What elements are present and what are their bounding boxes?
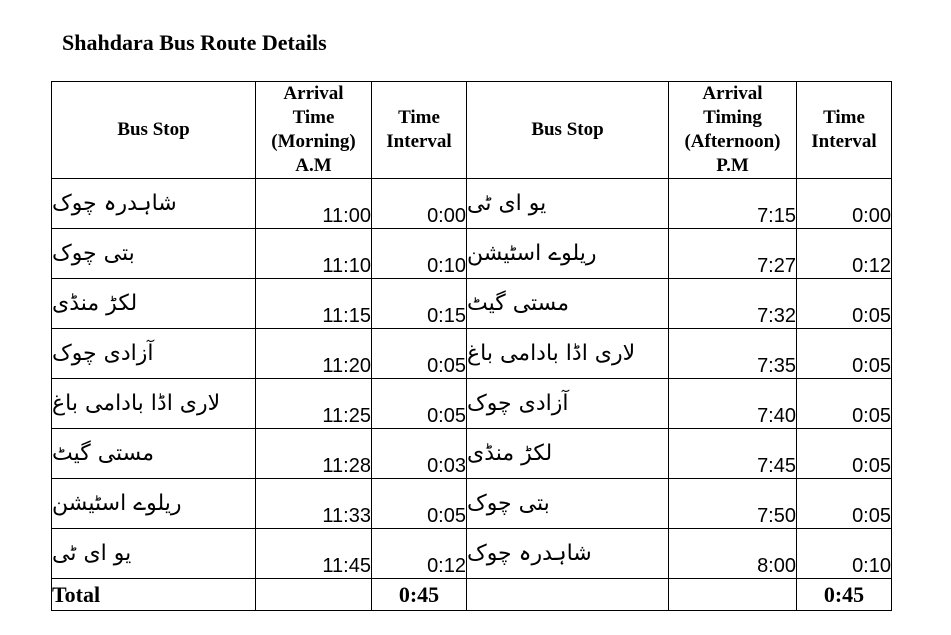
afternoon-bus-stop: لکڑ منڈی bbox=[467, 429, 669, 479]
afternoon-bus-stop: لاری اڈا بادامی باغ bbox=[467, 329, 669, 379]
header-line: Time bbox=[823, 107, 865, 128]
total-label: Total bbox=[52, 579, 256, 611]
afternoon-time-interval: 0:05 bbox=[797, 479, 892, 529]
afternoon-arrival-time: 8:00 bbox=[669, 529, 797, 579]
page-title: Shahdara Bus Route Details bbox=[62, 30, 327, 55]
header-line: Time bbox=[398, 107, 440, 128]
header-line: Arrival bbox=[283, 83, 344, 104]
table-header-row bbox=[52, 82, 892, 179]
morning-bus-stop: مستی گیٹ bbox=[52, 429, 256, 479]
header-bus-stop-afternoon: Bus Stop bbox=[467, 82, 669, 179]
morning-arrival-time: 11:15 bbox=[256, 279, 372, 329]
table-row bbox=[52, 379, 892, 429]
table-row bbox=[52, 529, 892, 579]
header-line: P.M bbox=[716, 155, 749, 176]
header-line: Interval bbox=[811, 131, 877, 152]
table-row bbox=[52, 179, 892, 229]
morning-time-interval: 0:15 bbox=[372, 279, 467, 329]
morning-time-interval: 0:05 bbox=[372, 379, 467, 429]
afternoon-bus-stop: بتی چوک bbox=[467, 479, 669, 529]
morning-arrival-time: 11:25 bbox=[256, 379, 372, 429]
morning-arrival-time: 11:45 bbox=[256, 529, 372, 579]
afternoon-arrival-time: 7:45 bbox=[669, 429, 797, 479]
morning-arrival-time: 11:00 bbox=[256, 179, 372, 229]
header-line: (Afternoon) bbox=[684, 131, 781, 152]
header-line: (Morning) bbox=[271, 131, 356, 152]
header-line: Arrival bbox=[702, 83, 763, 104]
empty-cell bbox=[467, 579, 669, 611]
morning-bus-stop: لاری اڈا بادامی باغ bbox=[52, 379, 256, 429]
afternoon-time-interval: 0:05 bbox=[797, 279, 892, 329]
morning-time-interval: 0:05 bbox=[372, 479, 467, 529]
table-row bbox=[52, 279, 892, 329]
empty-cell bbox=[669, 579, 797, 611]
morning-time-interval: 0:03 bbox=[372, 429, 467, 479]
morning-bus-stop: شاہدرہ چوک bbox=[52, 179, 256, 229]
morning-time-interval: 0:10 bbox=[372, 229, 467, 279]
afternoon-time-interval: 0:12 bbox=[797, 229, 892, 279]
afternoon-bus-stop: یو ای ٹی bbox=[467, 179, 669, 229]
afternoon-time-interval: 0:05 bbox=[797, 429, 892, 479]
header-interval-afternoon bbox=[797, 82, 892, 179]
morning-bus-stop: یو ای ٹی bbox=[52, 529, 256, 579]
table-row bbox=[52, 429, 892, 479]
morning-bus-stop: لکڑ منڈی bbox=[52, 279, 256, 329]
morning-arrival-time: 11:33 bbox=[256, 479, 372, 529]
morning-time-interval: 0:00 bbox=[372, 179, 467, 229]
morning-arrival-time: 11:20 bbox=[256, 329, 372, 379]
empty-cell bbox=[256, 579, 372, 611]
morning-total-interval: 0:45 bbox=[372, 579, 467, 611]
afternoon-bus-stop: مستی گیٹ bbox=[467, 279, 669, 329]
morning-bus-stop: آزادی چوک bbox=[52, 329, 256, 379]
afternoon-time-interval: 0:10 bbox=[797, 529, 892, 579]
morning-time-interval: 0:12 bbox=[372, 529, 467, 579]
morning-bus-stop: بتی چوک bbox=[52, 229, 256, 279]
header-line: Time bbox=[292, 107, 335, 128]
header-arrival-afternoon bbox=[669, 82, 797, 179]
table-row bbox=[52, 329, 892, 379]
afternoon-time-interval: 0:00 bbox=[797, 179, 892, 229]
morning-arrival-time: 11:28 bbox=[256, 429, 372, 479]
afternoon-bus-stop: آزادی چوک bbox=[467, 379, 669, 429]
bus-route-table bbox=[51, 81, 892, 611]
afternoon-arrival-time: 7:50 bbox=[669, 479, 797, 529]
afternoon-time-interval: 0:05 bbox=[797, 329, 892, 379]
table-row bbox=[52, 229, 892, 279]
header-line: Timing bbox=[703, 107, 762, 128]
afternoon-arrival-time: 7:27 bbox=[669, 229, 797, 279]
afternoon-arrival-time: 7:32 bbox=[669, 279, 797, 329]
table-row bbox=[52, 479, 892, 529]
afternoon-total-interval: 0:45 bbox=[797, 579, 892, 611]
header-interval-morning bbox=[372, 82, 467, 179]
total-row bbox=[52, 579, 892, 611]
header-bus-stop-morning: Bus Stop bbox=[52, 82, 256, 179]
header-line: Interval bbox=[386, 131, 452, 152]
afternoon-arrival-time: 7:35 bbox=[669, 329, 797, 379]
afternoon-bus-stop: ریلوے اسٹیشن bbox=[467, 229, 669, 279]
header-arrival-morning bbox=[256, 82, 372, 179]
morning-arrival-time: 11:10 bbox=[256, 229, 372, 279]
afternoon-bus-stop: شاہدرہ چوک bbox=[467, 529, 669, 579]
header-line: A.M bbox=[295, 155, 332, 176]
afternoon-time-interval: 0:05 bbox=[797, 379, 892, 429]
afternoon-arrival-time: 7:40 bbox=[669, 379, 797, 429]
afternoon-arrival-time: 7:15 bbox=[669, 179, 797, 229]
morning-bus-stop: ریلوے اسٹیشن bbox=[52, 479, 256, 529]
morning-time-interval: 0:05 bbox=[372, 329, 467, 379]
